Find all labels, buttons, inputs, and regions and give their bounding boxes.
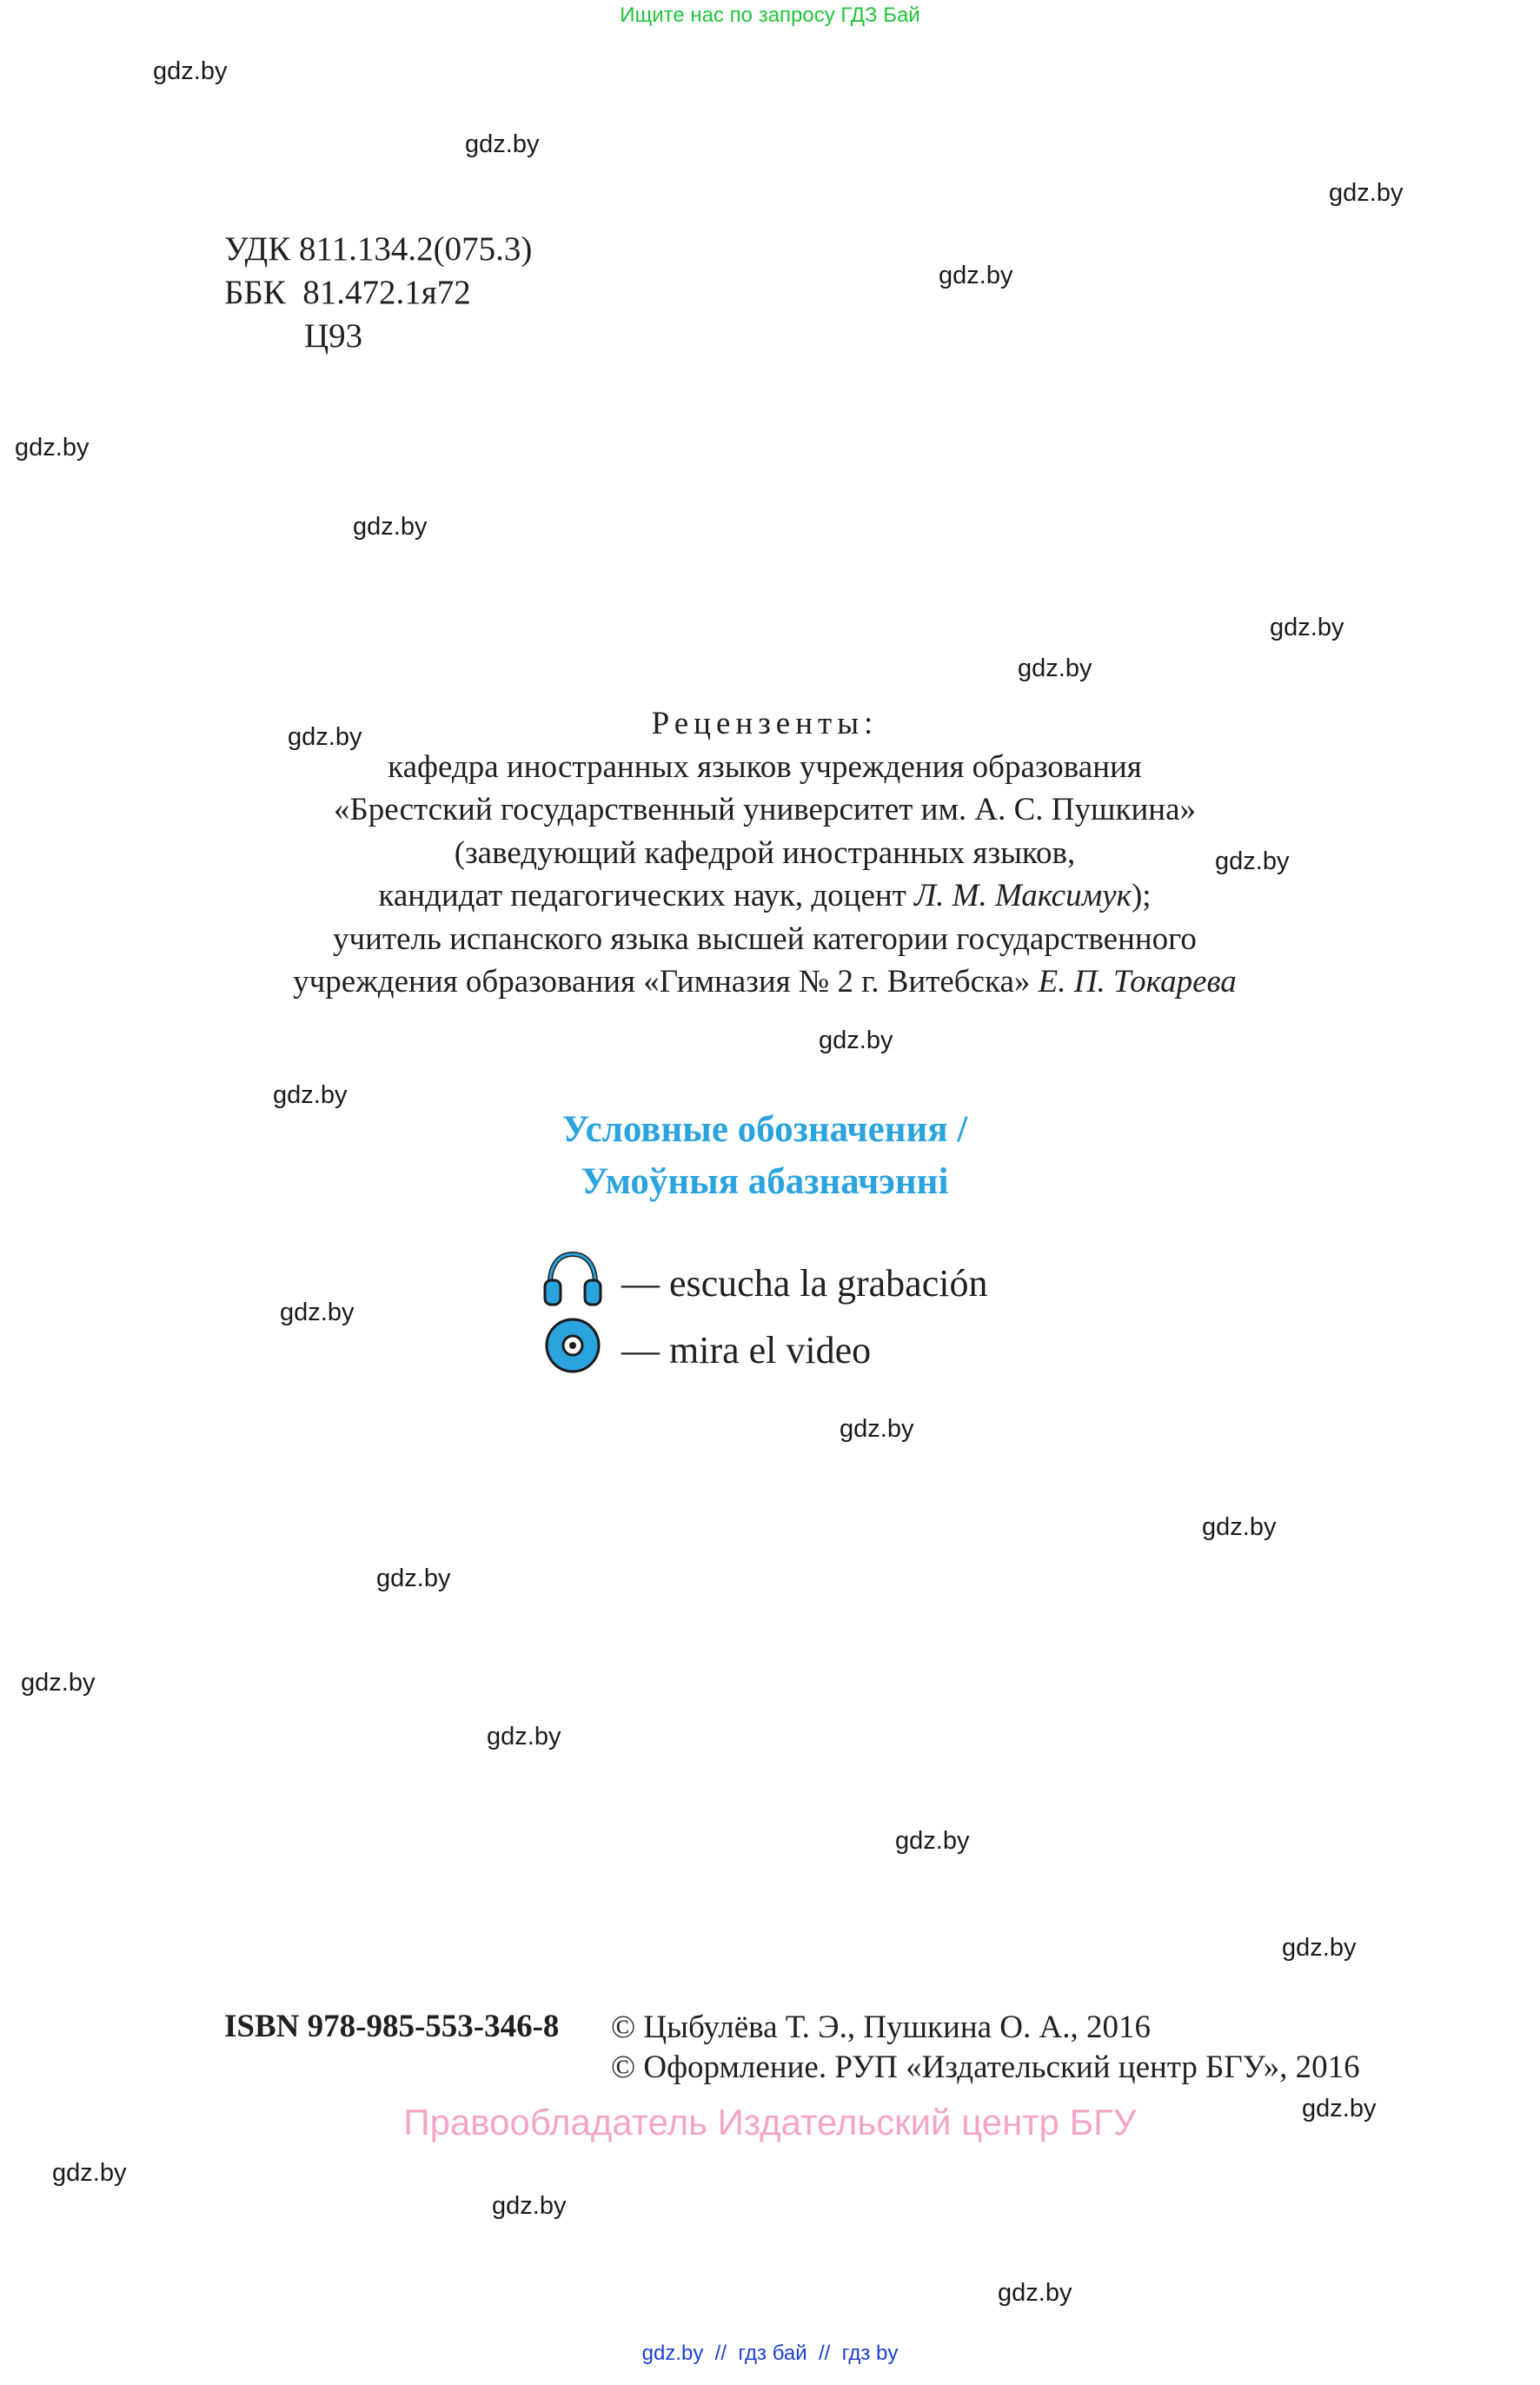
reviewer-title: учреждения образования «Гимназия № 2 г. Витебска» (293, 964, 1031, 1000)
watermark: gdz.by (819, 1026, 893, 1054)
reviewer-punct: ); (1131, 878, 1152, 913)
bottom-banner[interactable]: gdz.by // гдз бай // гдз by (641, 2342, 899, 2365)
legend-label: — escucha la grabación (621, 1261, 988, 1305)
watermark: gdz.by (465, 130, 540, 158)
reviewer-name: Л. М. Максимук (914, 878, 1132, 913)
watermark: gdz.by (15, 434, 90, 462)
legend-title (287, 1104, 1243, 1208)
reviewers-line: кафедра иностранных языков учреждения образования (388, 748, 1142, 785)
watermark: gdz.by (939, 262, 1013, 289)
copyright-line: © Оформление. РУП «Издательский центр БГУ», 2016 (611, 2050, 1360, 2085)
author-mark: Ц93 (304, 317, 363, 355)
disc-icon (543, 1316, 621, 1385)
watermark: gdz.by (52, 2159, 127, 2187)
classification-block (224, 228, 532, 358)
watermark: gdz.by (895, 1827, 970, 1855)
legend-title-line: Условные обозначения / (561, 1109, 968, 1150)
reviewers-line (200, 960, 1330, 1004)
watermark: gdz.by (1282, 1934, 1357, 1962)
watermark: gdz.by (1329, 179, 1404, 207)
reviewers-line (200, 874, 1330, 918)
watermark: gdz.by (998, 2279, 1072, 2307)
reviewers-block (200, 702, 1330, 1004)
watermark: gdz.by (1302, 2095, 1377, 2123)
reviewer-title: кандидат педагогических наук, доцент (378, 878, 906, 913)
bbk-code: ББК 81.472.1я72 (224, 274, 471, 311)
watermark: gdz.by (153, 57, 228, 85)
copyright-line: © Цыбулёва Т. Э., Пушкина О. А., 2016 (611, 2010, 1151, 2045)
legend-item-video (543, 1319, 871, 1380)
watermark: gdz.by (273, 1081, 348, 1109)
legend-title-line: Умоўныя абазначэнні (581, 1161, 949, 1202)
watermark: gdz.by (1018, 654, 1092, 682)
legend-label: — mira el video (621, 1328, 872, 1372)
reviewers-heading: Рецензенты: (651, 706, 879, 741)
isbn: ISBN 978-985-553-346-8 (224, 2009, 560, 2044)
watermark: gdz.by (1215, 847, 1290, 875)
copyright-block (611, 2008, 1360, 2088)
legend-item-audio (543, 1252, 987, 1313)
watermark: gdz.by (353, 513, 428, 541)
watermark: gdz.by (288, 723, 362, 751)
reviewers-line: «Брестский государственный университет им. А. С. Пушкина» (333, 792, 1197, 827)
rights-holder: Правообладатель Издательский центр БГУ (403, 2102, 1137, 2143)
watermark: gdz.by (376, 1565, 451, 1592)
watermark: gdz.by (487, 1723, 561, 1751)
watermark: gdz.by (1202, 1513, 1277, 1541)
reviewer-name: Е. П. Токарева (1038, 964, 1237, 1000)
watermark: gdz.by (1270, 614, 1344, 641)
watermark: gdz.by (280, 1299, 355, 1326)
headphones-icon (543, 1251, 621, 1316)
reviewers-line: учитель испанского языка высшей категории государственного (333, 920, 1197, 957)
watermark: gdz.by (21, 1669, 96, 1697)
udk-code: УДК 811.134.2(075.3) (224, 230, 533, 268)
top-banner[interactable]: Ищите нас по запросу ГДЗ Бай (620, 3, 920, 27)
reviewers-line: (заведующий кафедрой иностранных языков, (454, 834, 1076, 871)
watermark: gdz.by (492, 2192, 567, 2220)
watermark: gdz.by (840, 1415, 914, 1443)
